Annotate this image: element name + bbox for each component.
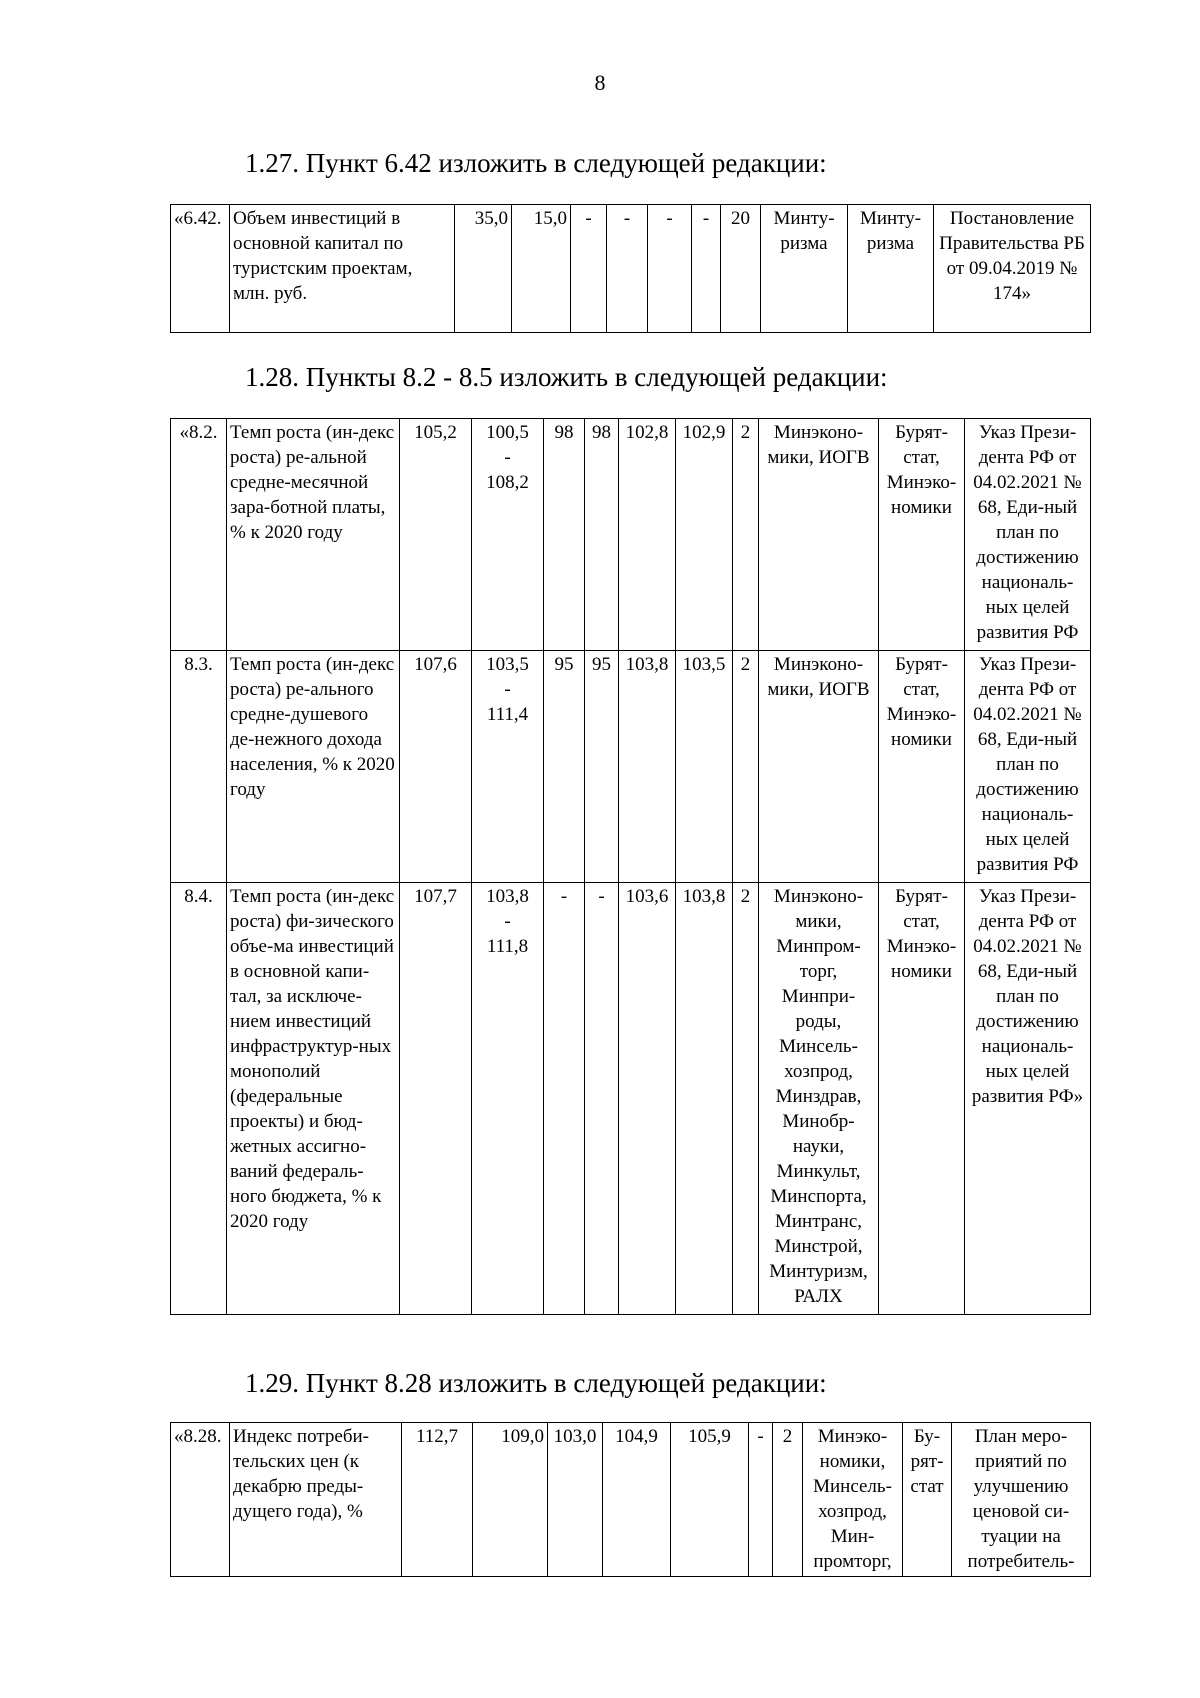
value-cell: 2 xyxy=(733,883,759,1315)
value-cell: 102,9 xyxy=(676,419,733,651)
document-cell: Постановление Правительства РБ от 09.04.2019 № 174» xyxy=(934,205,1091,333)
value-cell: 20 xyxy=(721,205,761,333)
value-cell: 107,7 xyxy=(400,883,472,1315)
range-dash: - xyxy=(504,911,511,932)
document-cell: Указ Прези-дента РФ от 04.02.2021 № 68, Еди-ный план по достижению националь-ных целей развития РФ xyxy=(965,419,1091,651)
range-cell xyxy=(472,883,544,1315)
value-cell: 107,6 xyxy=(400,651,472,883)
range-cell xyxy=(472,651,544,883)
range-dash: - xyxy=(504,447,511,468)
source-cell: Бурят-стат, Минэко-номики xyxy=(879,651,965,883)
item-number: 8.4. xyxy=(171,883,227,1315)
section-heading-129: 1.29. Пункт 8.28 изложить в следующей редакции: xyxy=(245,1368,827,1398)
range-dash: - xyxy=(504,679,511,700)
value-cell: 95 xyxy=(544,651,585,883)
source-cell: Бу-рят-стат xyxy=(903,1423,952,1577)
value-cell: 104,9 xyxy=(603,1423,671,1577)
item-number: «6.42. xyxy=(171,205,230,333)
responsible-cell: Минэконо-мики, ИОГВ xyxy=(759,419,879,651)
value-cell: 105,9 xyxy=(671,1423,749,1577)
section-heading-128: 1.28. Пункты 8.2 - 8.5 изложить в следующей редакции: xyxy=(245,362,888,392)
value-cell: 103,5 xyxy=(676,651,733,883)
value-cell: 35,0 xyxy=(455,205,512,333)
source-cell: Бурят-стат, Минэко-номики xyxy=(879,419,965,651)
table-row xyxy=(171,419,1091,651)
table-8-28 xyxy=(170,1422,1091,1577)
responsible-cell: Минэко-номики, Минсель-хозпрод, Мин-промторг, xyxy=(803,1423,903,1577)
table-6-42 xyxy=(170,204,1091,333)
range-high: 111,4 xyxy=(486,704,529,725)
value-cell: 103,6 xyxy=(619,883,676,1315)
indicator-name: Темп роста (ин-декс роста) ре-ального средне-душевого де-нежного дохода населения, % к 2020 году xyxy=(227,651,400,883)
indicator-name: Темп роста (ин-декс роста) фи-зического объе-ма инвестиций в основной капи-тал, за исключе-нием инвестиций инфраструктур-ных монополий (федеральные проекты) и бюд-жетных ассигно-ваний федераль-ного бюджета, % к 2020 году xyxy=(227,883,400,1315)
item-number: «8.28. xyxy=(171,1423,230,1577)
section-heading-127: 1.27. Пункт 6.42 изложить в следующей редакции: xyxy=(245,148,827,178)
value-cell: 15,0 xyxy=(512,205,571,333)
source-cell: Минту-ризма xyxy=(848,205,934,333)
source-cell: Бурят-стат, Минэко-номики xyxy=(879,883,965,1315)
responsible-cell: Минэконо-мики, ИОГВ xyxy=(759,651,879,883)
table-8-2-8-5 xyxy=(170,418,1091,1315)
value-cell: 105,2 xyxy=(400,419,472,651)
value-cell: - xyxy=(571,205,607,333)
table-row xyxy=(171,1423,1091,1577)
value-cell: 2 xyxy=(773,1423,803,1577)
document-cell: Указ Прези-дента РФ от 04.02.2021 № 68, Еди-ный план по достижению националь-ных целей развития РФ xyxy=(965,651,1091,883)
responsible-cell: Минэконо-мики, Минпром-торг, Минпри-роды, Минсель-хозпрод, Минздрав, Минобр-науки, Минкульт, Минспорта, Минтранс, Минстрой, Минтуризм, РАЛХ xyxy=(759,883,879,1315)
responsible-cell: Минту-ризма xyxy=(761,205,848,333)
indicator-name: Темп роста (ин-декс роста) ре-альной средне-месячной зара-ботной платы, % к 2020 году xyxy=(227,419,400,651)
value-cell: 98 xyxy=(585,419,619,651)
value-cell: 103,8 xyxy=(619,651,676,883)
indicator-name: Объем инвестиций в основной капитал по туристским проектам, млн. руб. xyxy=(230,205,455,333)
value-cell: 112,7 xyxy=(402,1423,473,1577)
value-cell: - xyxy=(585,883,619,1315)
value-cell: - xyxy=(607,205,648,333)
value-cell: 98 xyxy=(544,419,585,651)
range-high: 108,2 xyxy=(486,472,529,493)
value-cell: 103,8 xyxy=(676,883,733,1315)
value-cell: 2 xyxy=(733,651,759,883)
indicator-name: Индекс потреби-тельских цен (к декабрю преды-дущего года), % xyxy=(230,1423,402,1577)
document-cell: Указ Прези-дента РФ от 04.02.2021 № 68, Еди-ный план по достижению националь-ных целей развития РФ» xyxy=(965,883,1091,1315)
value-cell: 102,8 xyxy=(619,419,676,651)
range-low: 103,5 xyxy=(486,654,529,675)
table-row xyxy=(171,883,1091,1315)
table-row xyxy=(171,651,1091,883)
range-cell xyxy=(472,419,544,651)
value-cell: - xyxy=(544,883,585,1315)
range-low: 100,5 xyxy=(486,422,529,443)
value-cell: 103,0 xyxy=(548,1423,603,1577)
range-low: 103,8 xyxy=(486,886,529,907)
value-cell: - xyxy=(749,1423,773,1577)
item-number: 8.3. xyxy=(171,651,227,883)
document-cell: План меро-приятий по улучшению ценовой си-туации на потребитель- xyxy=(952,1423,1091,1577)
value-cell: 95 xyxy=(585,651,619,883)
item-number: «8.2. xyxy=(171,419,227,651)
page-number: 8 xyxy=(594,70,606,95)
value-cell: 2 xyxy=(733,419,759,651)
value-cell: - xyxy=(648,205,692,333)
value-cell: - xyxy=(692,205,721,333)
range-high: 111,8 xyxy=(486,936,529,957)
table-row xyxy=(171,205,1091,333)
value-cell: 109,0 xyxy=(473,1423,548,1577)
